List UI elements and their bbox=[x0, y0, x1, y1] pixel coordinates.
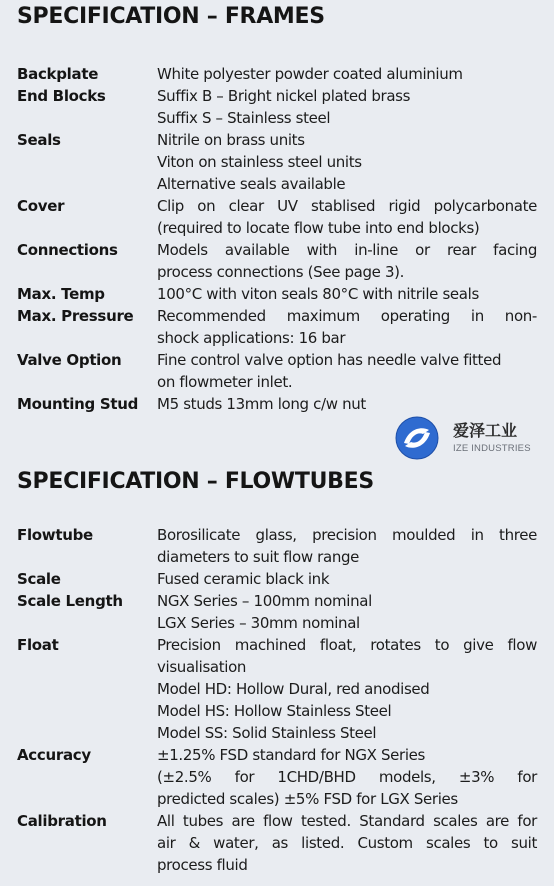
spec-value: Borosilicate glass, precision moulded in three bbox=[157, 526, 537, 544]
spec-row-calibration bbox=[17, 810, 537, 876]
spec-row-flowtube bbox=[17, 524, 537, 568]
spec-row-mounting-stud bbox=[17, 393, 537, 415]
flowtubes-heading: SPECIFICATION – FLOWTUBES bbox=[17, 469, 374, 494]
spec-value: visualisation bbox=[157, 658, 247, 676]
spec-row-max-pressure bbox=[17, 305, 537, 349]
spec-label: Max. Temp bbox=[17, 285, 105, 303]
spec-value: diameters to suit flow range bbox=[157, 548, 360, 566]
spec-label: Max. Pressure bbox=[17, 307, 134, 325]
spec-label: Scale Length bbox=[17, 592, 123, 610]
spec-value: ±1.25% FSD standard for NGX Series bbox=[157, 746, 426, 764]
spec-label: Seals bbox=[17, 131, 61, 149]
spec-value: All tubes are flow tested. Standard scales are for bbox=[157, 812, 537, 830]
spec-value: Nitrile on brass units bbox=[157, 131, 305, 149]
spec-label: End Blocks bbox=[17, 87, 106, 105]
flowtubes-spec-list bbox=[17, 524, 537, 876]
spec-value: Suffix B – Bright nickel plated brass bbox=[157, 87, 411, 105]
spec-value: Clip on clear UV stablised rigid polycarbonate bbox=[157, 197, 537, 215]
spec-value: 100°C with viton seals 80°C with nitrile seals bbox=[157, 285, 479, 303]
spec-value: Model HD: Hollow Dural, red anodised bbox=[157, 680, 430, 698]
spec-value: predicted scales) ±5% FSD for LGX Series bbox=[157, 790, 458, 808]
spec-label: Connections bbox=[17, 241, 118, 259]
spec-row-backplate bbox=[17, 63, 537, 85]
spec-value: White polyester powder coated aluminium bbox=[157, 65, 463, 83]
spec-row-connections bbox=[17, 239, 537, 283]
spec-value: Alternative seals available bbox=[157, 175, 346, 193]
frames-spec-list bbox=[17, 63, 537, 415]
spec-value: NGX Series – 100mm nominal bbox=[157, 592, 372, 610]
spec-value: Model SS: Solid Stainless Steel bbox=[157, 724, 377, 742]
spec-value: Models available with in-line or rear facing bbox=[157, 241, 537, 259]
spec-label: Scale bbox=[17, 570, 61, 588]
spec-value: Model HS: Hollow Stainless Steel bbox=[157, 702, 392, 720]
spec-row-end-blocks bbox=[17, 85, 537, 129]
logo-chinese-name: 爱泽工业 bbox=[453, 421, 518, 440]
spec-value: LGX Series – 30mm nominal bbox=[157, 614, 360, 632]
spec-label: Valve Option bbox=[17, 351, 122, 369]
spec-value: Fused ceramic black ink bbox=[157, 570, 330, 588]
ize-logo-icon bbox=[395, 416, 439, 460]
spec-row-seals bbox=[17, 129, 537, 195]
spec-value: Suffix S – Stainless steel bbox=[157, 109, 331, 127]
ize-logo bbox=[395, 414, 554, 464]
spec-row-max-temp bbox=[17, 283, 537, 305]
spec-value: (required to locate flow tube into end blocks) bbox=[157, 219, 480, 237]
spec-value: on flowmeter inlet. bbox=[157, 373, 293, 391]
spec-label: Accuracy bbox=[17, 746, 91, 764]
spec-row-scale bbox=[17, 568, 537, 590]
spec-row-cover bbox=[17, 195, 537, 239]
spec-row-scale-length bbox=[17, 590, 537, 634]
spec-value: Precision machined float, rotates to give flow bbox=[157, 636, 537, 654]
spec-value: Fine control valve option has needle valve fitted bbox=[157, 351, 502, 369]
spec-value: air & water, as listed. Custom scales to suit bbox=[157, 834, 537, 852]
spec-value: Viton on stainless steel units bbox=[157, 153, 362, 171]
spec-label: Cover bbox=[17, 197, 65, 215]
spec-value: process fluid bbox=[157, 856, 248, 874]
spec-label: Flowtube bbox=[17, 526, 93, 544]
spec-value: M5 studs 13mm long c/w nut bbox=[157, 395, 366, 413]
spec-label: Backplate bbox=[17, 65, 99, 83]
spec-value: shock applications: 16 bar bbox=[157, 329, 346, 347]
spec-value: Recommended maximum operating in non- bbox=[157, 307, 537, 325]
spec-row-accuracy bbox=[17, 744, 537, 810]
spec-value: (±2.5% for 1CHD/BHD models, ±3% for bbox=[157, 768, 537, 786]
spec-label: Mounting Stud bbox=[17, 395, 139, 413]
spec-label: Calibration bbox=[17, 812, 107, 830]
frames-heading: SPECIFICATION – FRAMES bbox=[17, 4, 325, 29]
logo-english-name: IZE INDUSTRIES bbox=[453, 443, 531, 454]
spec-row-valve-option bbox=[17, 349, 537, 393]
spec-value: process connections (See page 3). bbox=[157, 263, 405, 281]
spec-row-float bbox=[17, 634, 537, 744]
spec-label: Float bbox=[17, 636, 59, 654]
